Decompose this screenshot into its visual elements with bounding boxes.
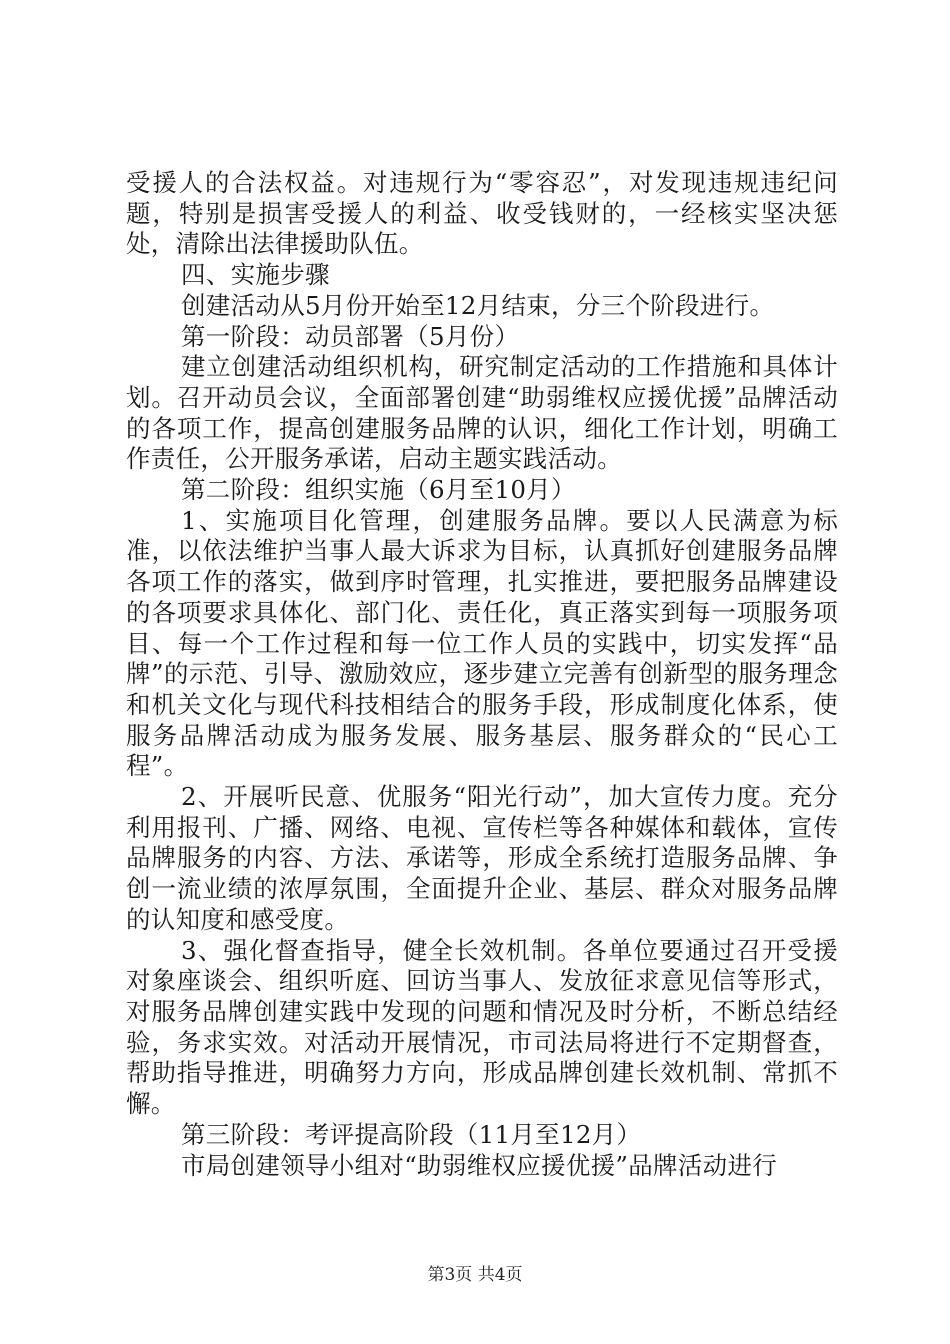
- paragraph-stage-1: 建立创建活动组织机构，研究制定活动的工作措施和具体计划。召开动员会议，全面部署创建“助弱维权应援优援”品牌活动的各项工作，提高创建服务品牌的认识，细化工作计划，明确工作责任，公开服务承诺，启动主题实践活动。: [126, 352, 838, 474]
- page-footer: 第3页 共4页: [427, 1265, 523, 1285]
- document-body: [126, 168, 838, 1181]
- paragraph-continued: 受援人的合法权益。对违规行为“零容忍”，对发现违规违纪问题，特别是损害受援人的利益、收受钱财的，一经核实坚决惩处，清除出法律援助队伍。: [126, 168, 838, 259]
- stage-heading-1: 第一阶段：动员部署（5月份）: [181, 321, 520, 351]
- stage-heading-2: 第二阶段：组织实施（6月至10月）: [181, 475, 576, 505]
- paragraph-item-2: 2、开展听民意、优服务“阳光行动”，加大宣传力度。充分利用报刊、广播、网络、电视、宣传栏等各种媒体和载体，宣传品牌服务的内容、方法、承诺等，形成全系统打造服务品牌、争创一流业绩的浓厚氛围，全面提升企业、基层、群众对服务品牌的认知度和感受度。: [126, 782, 838, 934]
- paragraph-item-1: 1、实施项目化管理，创建服务品牌。要以人民满意为标准，以依法维护当事人最大诉求为目标，认真抓好创建服务品牌各项工作的落实，做到序时管理，扎实推进，要把服务品牌建设的各项要求具体化、部门化、责任化，真正落实到每一项服务项目、每一个工作过程和每一位工作人员的实践中，切实发挥“品牌”的示范、引导、激励效应，逐步建立完善有创新型的服务理念和机关文化与现代科技相结合的服务手段，形成制度化体系，使服务品牌活动成为服务发展、服务基层、服务群众的“民心工程”。: [126, 505, 839, 781]
- paragraph-item-3: 3、强化督查指导，健全长效机制。各单位要通过召开受援对象座谈会、组织听庭、回访当事人、发放征求意见信等形式，对服务品牌创建实践中发现的问题和情况及时分析，不断总结经验，务求实效。对活动开展情况，市司法局将进行不定期督查，帮助指导推进，明确努力方向，形成品牌创建长效机制、常抓不懈。: [126, 935, 838, 1119]
- paragraph-stage-3: 市局创建领导小组对“助弱维权应援优援”品牌活动进行: [181, 1150, 778, 1180]
- stage-heading-3: 第三阶段：考评提高阶段（11月至12月）: [181, 1119, 642, 1149]
- section-heading-implementation-steps: 四、实施步骤: [181, 260, 330, 290]
- paragraph-schedule: 创建活动从5月份开始至12月结束，分三个阶段进行。: [181, 290, 775, 320]
